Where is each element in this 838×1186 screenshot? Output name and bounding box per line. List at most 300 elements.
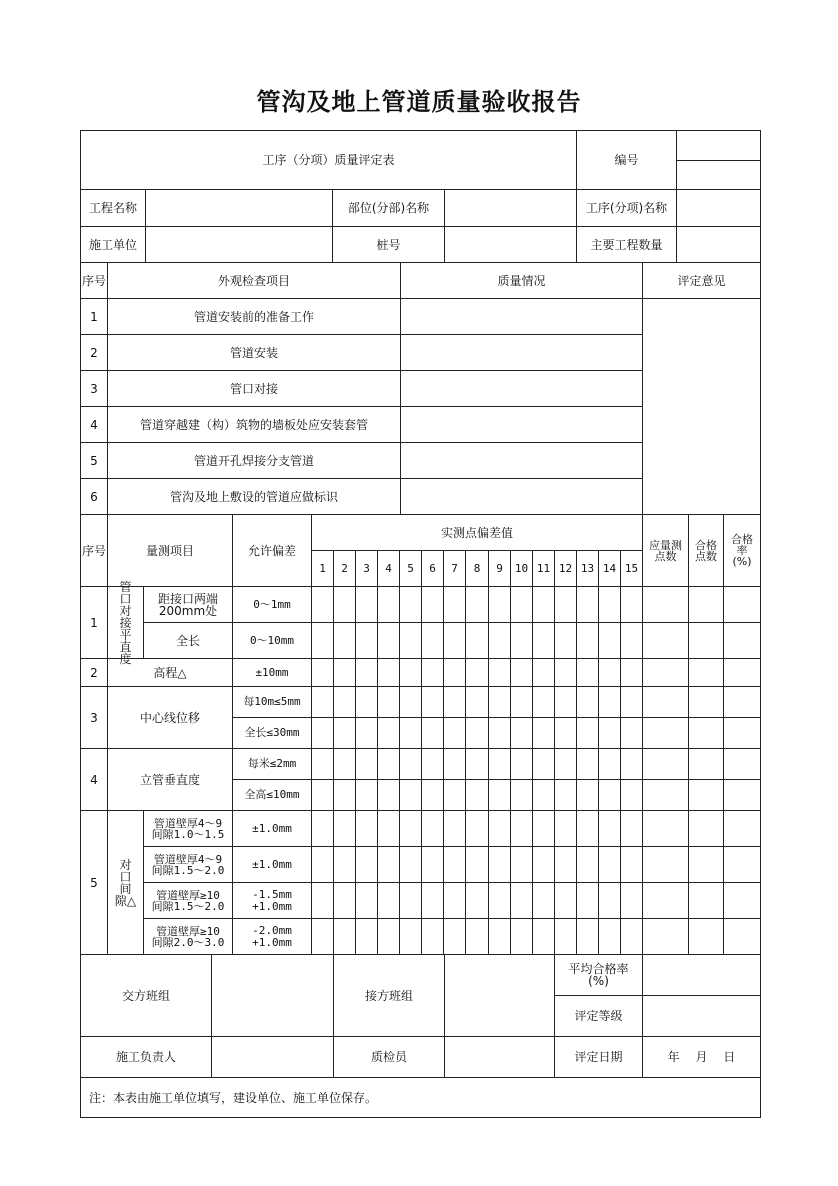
measurement-cell[interactable] <box>576 658 599 687</box>
pass-rate-header: 合格率(%) <box>723 514 761 587</box>
should-count-cell[interactable] <box>642 622 689 659</box>
should-count-header: 应量测点数 <box>642 514 689 587</box>
point-header-15: 15 <box>620 550 643 587</box>
appearance-row-quality[interactable] <box>400 406 643 443</box>
measurement-cell[interactable] <box>399 846 422 883</box>
pass-rate-cell[interactable] <box>723 717 761 749</box>
measurement-cell[interactable] <box>620 779 643 811</box>
item-5-sub-4-tol: -2.0mm +1.0mm <box>232 918 312 955</box>
measurement-cell[interactable] <box>532 686 555 718</box>
pass-count-cell[interactable] <box>688 658 724 687</box>
measurement-cell[interactable] <box>488 810 511 847</box>
item-4-sub-1-tol: 每米≤2mm <box>232 748 312 780</box>
measurement-cell[interactable] <box>465 882 489 919</box>
measurement-cell[interactable] <box>620 658 643 687</box>
measurement-cell[interactable] <box>576 779 599 811</box>
measurement-cell[interactable] <box>598 748 621 780</box>
measurement-cell[interactable] <box>333 779 356 811</box>
measurement-cell[interactable] <box>532 717 555 749</box>
point-header-13: 13 <box>576 550 599 587</box>
measurement-cell[interactable] <box>576 586 599 623</box>
measurement-cell[interactable] <box>532 846 555 883</box>
measurement-cell[interactable] <box>421 748 444 780</box>
measurement-cell[interactable] <box>443 779 466 811</box>
measurement-cell[interactable] <box>554 622 577 659</box>
item-5-group: 对口间隙△ <box>107 810 144 955</box>
pile-no-field[interactable] <box>444 226 577 263</box>
pass-rate-cell[interactable] <box>723 779 761 811</box>
number-field-2[interactable] <box>676 160 761 190</box>
measurement-cell[interactable] <box>532 918 555 955</box>
measurement-cell[interactable] <box>510 586 533 623</box>
measurement-cell[interactable] <box>510 779 533 811</box>
item-1-sub-1: 距接口两端 200mm处 <box>143 586 233 623</box>
measurement-cell[interactable] <box>377 810 400 847</box>
measurement-cell[interactable] <box>488 622 511 659</box>
measurement-cell[interactable] <box>333 622 356 659</box>
measurement-cell[interactable] <box>333 686 356 718</box>
measurement-cell[interactable] <box>598 717 621 749</box>
measurement-cell[interactable] <box>443 717 466 749</box>
measurement-cell[interactable] <box>488 882 511 919</box>
eval-date-label: 评定日期 <box>554 1036 643 1078</box>
measurement-cell[interactable] <box>399 882 422 919</box>
measurement-cell[interactable] <box>465 779 489 811</box>
measurement-cell[interactable] <box>421 918 444 955</box>
item-5-sub-3: 管道壁厚≥10 间隙1.5～2.0 <box>143 882 233 919</box>
item-5-no: 5 <box>80 810 108 955</box>
part-name-field[interactable] <box>444 189 577 227</box>
item-4-sub-2-tol: 全高≤10mm <box>232 779 312 811</box>
measurement-cell[interactable] <box>355 882 378 919</box>
item-2-tol: ±10mm <box>232 658 312 687</box>
measurement-cell[interactable] <box>532 779 555 811</box>
measurement-cell[interactable] <box>355 622 378 659</box>
measurement-cell[interactable] <box>576 882 599 919</box>
measurement-cell[interactable] <box>598 882 621 919</box>
main-quantity-field[interactable] <box>676 226 761 263</box>
measurement-cell[interactable] <box>465 686 489 718</box>
measurement-cell[interactable] <box>443 658 466 687</box>
grade-field[interactable] <box>642 995 761 1037</box>
measurement-cell[interactable] <box>598 686 621 718</box>
measurement-cell[interactable] <box>333 918 356 955</box>
measurement-cell[interactable] <box>510 882 533 919</box>
pass-rate-cell[interactable] <box>723 882 761 919</box>
should-count-cell[interactable] <box>642 658 689 687</box>
measurement-cell[interactable] <box>510 748 533 780</box>
receiver-team-label: 接方班组 <box>333 954 445 1037</box>
measurement-cell[interactable] <box>576 686 599 718</box>
process-name-label: 工序(分项)名称 <box>576 189 677 227</box>
measurement-cell[interactable] <box>510 622 533 659</box>
measurement-cell[interactable] <box>488 658 511 687</box>
measurement-cell[interactable] <box>554 918 577 955</box>
item-1-sub-2: 全长 <box>143 622 233 659</box>
part-name-label: 部位(分部)名称 <box>332 189 445 227</box>
measurement-cell[interactable] <box>554 779 577 811</box>
point-header-11: 11 <box>532 550 555 587</box>
measurement-cell[interactable] <box>421 846 444 883</box>
measurement-cell[interactable] <box>333 748 356 780</box>
measurement-cell[interactable] <box>333 846 356 883</box>
pass-rate-cell[interactable] <box>723 686 761 718</box>
measurement-cell[interactable] <box>443 686 466 718</box>
appearance-row-item: 管沟及地上敷设的管道应做标识 <box>107 478 401 515</box>
measurement-cell[interactable] <box>465 846 489 883</box>
item-1-no: 1 <box>80 586 108 659</box>
measurement-cell[interactable] <box>377 779 400 811</box>
construction-lead-field[interactable] <box>211 1036 334 1078</box>
item-2-name: 高程△ <box>107 658 233 687</box>
appearance-row-item: 管道安装前的准备工作 <box>107 298 401 335</box>
measurement-cell[interactable] <box>488 748 511 780</box>
measurement-cell[interactable] <box>576 748 599 780</box>
measurement-cell[interactable] <box>620 882 643 919</box>
point-header-10: 10 <box>510 550 533 587</box>
measurement-cell[interactable] <box>576 717 599 749</box>
measurement-cell[interactable] <box>333 586 356 623</box>
measurement-cell[interactable] <box>377 658 400 687</box>
measurement-cell[interactable] <box>399 918 422 955</box>
point-header-8: 8 <box>465 550 489 587</box>
tolerance-header: 允许偏差 <box>232 514 312 587</box>
construction-unit-field[interactable] <box>145 226 333 263</box>
appearance-row-item: 管道穿越建（构）筑物的墙板处应安装套管 <box>107 406 401 443</box>
measurement-cell[interactable] <box>532 586 555 623</box>
measurement-cell[interactable] <box>598 586 621 623</box>
point-header-7: 7 <box>443 550 466 587</box>
appearance-row-no: 2 <box>80 334 108 371</box>
measurement-cell[interactable] <box>399 586 422 623</box>
appearance-row-no: 6 <box>80 478 108 515</box>
appearance-opinion-field[interactable] <box>642 298 761 515</box>
measurement-cell[interactable] <box>620 717 643 749</box>
measurement-cell[interactable] <box>576 846 599 883</box>
measurement-cell[interactable] <box>399 748 422 780</box>
eval-date-field[interactable]: 年 月 日 <box>642 1036 761 1078</box>
should-count-cell[interactable] <box>642 748 689 780</box>
measurement-cell[interactable] <box>399 717 422 749</box>
appearance-row-no: 1 <box>80 298 108 335</box>
measurement-cell[interactable] <box>311 918 334 955</box>
form-name: 工序（分项）质量评定表 <box>80 130 577 190</box>
measurement-cell[interactable] <box>311 622 334 659</box>
project-name-field[interactable] <box>145 189 333 227</box>
item-4-name: 立管垂直度 <box>107 748 233 811</box>
measurement-cell[interactable] <box>355 810 378 847</box>
measurement-cell[interactable] <box>399 622 422 659</box>
measurement-cell[interactable] <box>554 810 577 847</box>
appearance-item-header: 外观检查项目 <box>107 262 401 299</box>
point-header-4: 4 <box>377 550 400 587</box>
measurement-cell[interactable] <box>421 882 444 919</box>
pass-rate-cell[interactable] <box>723 622 761 659</box>
measurement-cell[interactable] <box>443 748 466 780</box>
pass-count-cell[interactable] <box>688 622 724 659</box>
should-count-cell[interactable] <box>642 779 689 811</box>
inspector-label: 质检员 <box>333 1036 445 1078</box>
measurement-cell[interactable] <box>311 717 334 749</box>
measurement-cell[interactable] <box>620 622 643 659</box>
pass-rate-cell[interactable] <box>723 810 761 847</box>
measurement-cell[interactable] <box>333 810 356 847</box>
measurement-cell[interactable] <box>421 686 444 718</box>
should-count-cell[interactable] <box>642 846 689 883</box>
measurement-cell[interactable] <box>311 658 334 687</box>
measurement-cell[interactable] <box>510 810 533 847</box>
measurement-cell[interactable] <box>355 918 378 955</box>
measurement-cell[interactable] <box>532 748 555 780</box>
measurement-cell[interactable] <box>377 622 400 659</box>
measurement-cell[interactable] <box>377 586 400 623</box>
measurement-cell[interactable] <box>465 810 489 847</box>
page-title: 管沟及地上管道质量验收报告 <box>256 88 582 116</box>
item-5-sub-2-tol: ±1.0mm <box>232 846 312 883</box>
measurement-cell[interactable] <box>554 748 577 780</box>
measurement-cell[interactable] <box>465 658 489 687</box>
measurement-cell[interactable] <box>311 686 334 718</box>
appearance-row-quality[interactable] <box>400 370 643 407</box>
measurement-cell[interactable] <box>421 779 444 811</box>
construction-lead-label: 施工负责人 <box>80 1036 212 1078</box>
measurement-cell[interactable] <box>355 658 378 687</box>
measurement-cell[interactable] <box>598 846 621 883</box>
measurement-cell[interactable] <box>377 748 400 780</box>
measurement-cell[interactable] <box>554 882 577 919</box>
measurement-cell[interactable] <box>465 717 489 749</box>
measurement-cell[interactable] <box>377 686 400 718</box>
measurement-cell[interactable] <box>576 918 599 955</box>
pass-count-cell[interactable] <box>688 846 724 883</box>
measurement-cell[interactable] <box>598 918 621 955</box>
measurement-cell[interactable] <box>333 658 356 687</box>
avg-rate-label: 平均合格率 (%) <box>554 954 643 996</box>
pass-count-header: 合格点数 <box>688 514 724 587</box>
pass-rate-cell[interactable] <box>723 846 761 883</box>
measurement-cell[interactable] <box>355 586 378 623</box>
measurement-cell[interactable] <box>377 918 400 955</box>
pass-count-cell[interactable] <box>688 686 724 718</box>
pass-rate-cell[interactable] <box>723 658 761 687</box>
measurement-cell[interactable] <box>532 622 555 659</box>
item-3-no: 3 <box>80 686 108 749</box>
appearance-row-no: 5 <box>80 442 108 479</box>
measurement-cell[interactable] <box>443 882 466 919</box>
measurement-cell[interactable] <box>377 882 400 919</box>
measurement-cell[interactable] <box>465 586 489 623</box>
measurement-cell[interactable] <box>510 846 533 883</box>
measurement-cell[interactable] <box>620 686 643 718</box>
measurement-cell[interactable] <box>421 717 444 749</box>
measurement-cell[interactable] <box>598 622 621 659</box>
measurement-cell[interactable] <box>377 846 400 883</box>
measurement-cell[interactable] <box>399 658 422 687</box>
construction-unit-label: 施工单位 <box>80 226 146 263</box>
item-2-no: 2 <box>80 658 108 687</box>
measurement-cell[interactable] <box>355 779 378 811</box>
measurement-cell[interactable] <box>554 686 577 718</box>
measurement-cell[interactable] <box>399 686 422 718</box>
measurement-cell[interactable] <box>598 810 621 847</box>
measurement-cell[interactable] <box>355 686 378 718</box>
pass-rate-cell[interactable] <box>723 918 761 955</box>
item-5-sub-3-tol: -1.5mm +1.0mm <box>232 882 312 919</box>
measurement-cell[interactable] <box>377 717 400 749</box>
point-header-1: 1 <box>311 550 334 587</box>
measurement-cell[interactable] <box>333 717 356 749</box>
measurement-cell[interactable] <box>443 918 466 955</box>
appearance-quality-header: 质量情况 <box>400 262 643 299</box>
measurement-cell[interactable] <box>620 918 643 955</box>
measurement-cell[interactable] <box>554 717 577 749</box>
measurement-cell[interactable] <box>532 882 555 919</box>
measurement-cell[interactable] <box>355 846 378 883</box>
should-count-cell[interactable] <box>642 717 689 749</box>
should-count-cell[interactable] <box>642 882 689 919</box>
number-label: 编号 <box>576 130 677 190</box>
measurement-cell[interactable] <box>443 586 466 623</box>
measurement-cell[interactable] <box>311 586 334 623</box>
measurement-cell[interactable] <box>488 686 511 718</box>
appearance-row-quality[interactable] <box>400 298 643 335</box>
measurement-cell[interactable] <box>510 658 533 687</box>
measurement-cell[interactable] <box>488 846 511 883</box>
item-3-sub-2-tol: 全长≤30mm <box>232 717 312 749</box>
measurement-cell[interactable] <box>443 846 466 883</box>
number-field[interactable] <box>676 130 761 161</box>
measurement-cell[interactable] <box>576 810 599 847</box>
measurement-cell[interactable] <box>465 622 489 659</box>
measurement-cell[interactable] <box>421 658 444 687</box>
measurement-cell[interactable] <box>554 846 577 883</box>
should-count-cell[interactable] <box>642 918 689 955</box>
measurement-cell[interactable] <box>532 810 555 847</box>
measurement-cell[interactable] <box>355 717 378 749</box>
pass-count-cell[interactable] <box>688 810 724 847</box>
measurement-cell[interactable] <box>311 779 334 811</box>
pile-no-label: 桩号 <box>332 226 445 263</box>
measurement-cell[interactable] <box>620 846 643 883</box>
appearance-row-item: 管道开孔焊接分支管道 <box>107 442 401 479</box>
handover-team-field[interactable] <box>211 954 334 1037</box>
appearance-row-no: 3 <box>80 370 108 407</box>
measurement-cell[interactable] <box>554 658 577 687</box>
item-1-sub-1-tol: 0～1mm <box>232 586 312 623</box>
measurement-cell[interactable] <box>399 779 422 811</box>
grade-label: 评定等级 <box>554 995 643 1037</box>
appearance-row-item: 管口对接 <box>107 370 401 407</box>
measurement-cell[interactable] <box>620 810 643 847</box>
should-count-cell[interactable] <box>642 586 689 623</box>
measurement-cell[interactable] <box>355 748 378 780</box>
pass-count-cell[interactable] <box>688 882 724 919</box>
inspector-field[interactable] <box>444 1036 555 1078</box>
project-name-label: 工程名称 <box>80 189 146 227</box>
measurement-cell[interactable] <box>333 882 356 919</box>
pass-rate-cell[interactable] <box>723 748 761 780</box>
measurement-cell[interactable] <box>465 748 489 780</box>
item-5-sub-1: 管道壁厚4～9 间隙1.0～1.5 <box>143 810 233 847</box>
measurement-cell[interactable] <box>510 918 533 955</box>
measurement-cell[interactable] <box>620 586 643 623</box>
pass-count-cell[interactable] <box>688 918 724 955</box>
measurement-cell[interactable] <box>576 622 599 659</box>
point-header-9: 9 <box>488 550 511 587</box>
appearance-row-quality[interactable] <box>400 442 643 479</box>
receiver-team-field[interactable] <box>444 954 555 1037</box>
measurement-cell[interactable] <box>510 686 533 718</box>
measurement-cell[interactable] <box>598 658 621 687</box>
measured-header: 实测点偏差值 <box>311 514 643 551</box>
item-1-group: 管口对接平直度 <box>107 586 144 659</box>
measurement-cell[interactable] <box>421 810 444 847</box>
measurement-cell[interactable] <box>532 658 555 687</box>
measurement-cell[interactable] <box>443 622 466 659</box>
measurement-cell[interactable] <box>311 748 334 780</box>
item-5-sub-2: 管道壁厚4～9 间隙1.5～2.0 <box>143 846 233 883</box>
measurement-cell[interactable] <box>311 846 334 883</box>
point-header-3: 3 <box>355 550 378 587</box>
item-4-no: 4 <box>80 748 108 811</box>
point-header-2: 2 <box>333 550 356 587</box>
pass-count-cell[interactable] <box>688 779 724 811</box>
measurement-cell[interactable] <box>510 717 533 749</box>
measurement-cell[interactable] <box>421 586 444 623</box>
appearance-row-no: 4 <box>80 406 108 443</box>
measurement-cell[interactable] <box>598 779 621 811</box>
item-3-name: 中心线位移 <box>107 686 233 749</box>
measure-item-header: 量测项目 <box>107 514 233 587</box>
measurement-cell[interactable] <box>399 810 422 847</box>
item-5-sub-1-tol: ±1.0mm <box>232 810 312 847</box>
point-header-14: 14 <box>598 550 621 587</box>
appearance-opinion-header: 评定意见 <box>642 262 761 299</box>
should-count-cell[interactable] <box>642 686 689 718</box>
appearance-row-item: 管道安装 <box>107 334 401 371</box>
pass-count-cell[interactable] <box>688 717 724 749</box>
measurement-cell[interactable] <box>554 586 577 623</box>
item-5-sub-4: 管道壁厚≥10 间隙2.0～3.0 <box>143 918 233 955</box>
point-header-5: 5 <box>399 550 422 587</box>
item-1-sub-2-tol: 0～10mm <box>232 622 312 659</box>
point-header-12: 12 <box>554 550 577 587</box>
measurement-cell[interactable] <box>311 810 334 847</box>
footer-note: 注：本表由施工单位填写，建设单位、施工单位保存。 <box>80 1077 761 1118</box>
appearance-row-quality[interactable] <box>400 334 643 371</box>
pass-count-cell[interactable] <box>688 748 724 780</box>
pass-count-cell[interactable] <box>688 586 724 623</box>
handover-team-label: 交方班组 <box>80 954 212 1037</box>
measurement-cell[interactable] <box>421 622 444 659</box>
item-3-sub-1-tol: 每10m≤5mm <box>232 686 312 718</box>
appearance-row-quality[interactable] <box>400 478 643 515</box>
point-header-6: 6 <box>421 550 444 587</box>
measurement-cell[interactable] <box>311 882 334 919</box>
should-count-cell[interactable] <box>642 810 689 847</box>
measurement-cell[interactable] <box>620 748 643 780</box>
avg-rate-field[interactable] <box>642 954 761 996</box>
process-name-field[interactable] <box>676 189 761 227</box>
measurement-cell[interactable] <box>488 918 511 955</box>
measurement-cell[interactable] <box>488 717 511 749</box>
measurement-cell[interactable] <box>465 918 489 955</box>
measurement-cell[interactable] <box>443 810 466 847</box>
measure-no-header: 序号 <box>80 514 108 587</box>
measurement-cell[interactable] <box>488 779 511 811</box>
measurement-cell[interactable] <box>488 586 511 623</box>
pass-rate-cell[interactable] <box>723 586 761 623</box>
